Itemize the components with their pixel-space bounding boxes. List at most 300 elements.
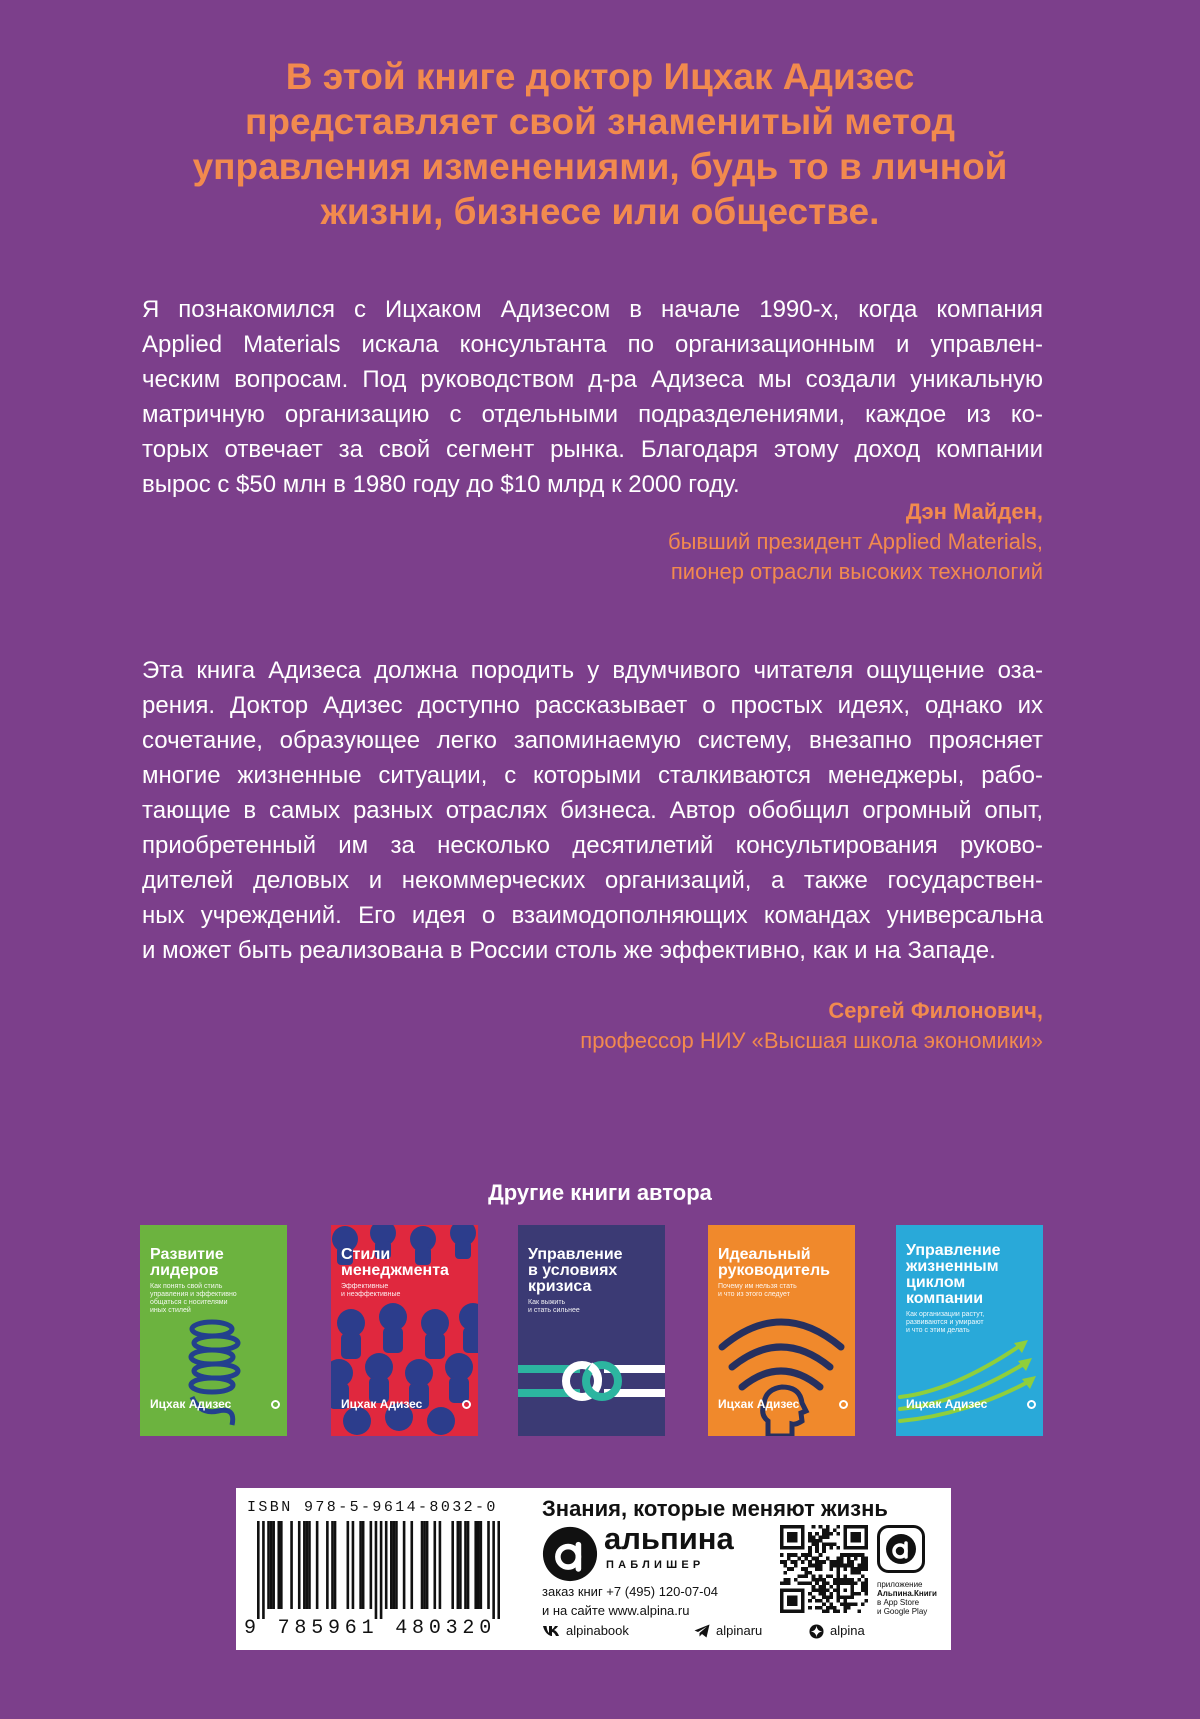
qr-module: [864, 1529, 868, 1533]
qr-module: [850, 1567, 854, 1571]
qr-module: [843, 1543, 847, 1547]
qr-module: [822, 1532, 826, 1536]
qr-module: [791, 1532, 795, 1536]
qr-module: [801, 1574, 805, 1578]
social-telegram[interactable]: [694, 1622, 762, 1640]
barcode-bar: [316, 1521, 319, 1609]
qr-module: [864, 1585, 868, 1589]
qr-module: [836, 1546, 840, 1550]
qr-module: [843, 1539, 847, 1543]
qr-module: [815, 1581, 819, 1585]
qr-module: [836, 1571, 840, 1575]
qr-module: [850, 1581, 854, 1585]
qr-module: [847, 1595, 851, 1599]
qr-module: [815, 1543, 819, 1547]
qr-module: [822, 1550, 826, 1554]
qr-module: [826, 1529, 830, 1533]
qr-module: [861, 1585, 865, 1589]
qr-module: [857, 1546, 861, 1550]
isbn-label: ISBN 978-5-9614-8032-0: [247, 1499, 498, 1516]
book-subtitle-line: Как понять свой стиль: [150, 1283, 223, 1290]
qr-module: [833, 1578, 837, 1582]
qr-module: [857, 1564, 861, 1568]
qr-module: [864, 1592, 868, 1596]
book-subtitle-line: и что из этого следует: [718, 1291, 790, 1298]
qr-module: [808, 1560, 812, 1564]
barcode-bar: [290, 1521, 293, 1609]
qr-module: [819, 1578, 823, 1582]
qr-module: [836, 1567, 840, 1571]
barcode-bar: [395, 1521, 398, 1609]
qr-module: [801, 1525, 805, 1529]
qr-module: [864, 1557, 868, 1561]
qr-module: [808, 1581, 812, 1585]
book-title-line: Развитие: [150, 1246, 224, 1263]
qr-module: [847, 1557, 851, 1561]
quote-line: сочетание, образующее легко запоминаемую систему, внезапно проясняет: [142, 727, 1043, 754]
qr-module: [829, 1574, 833, 1578]
qr-module: [833, 1609, 837, 1613]
qr-module: [805, 1557, 809, 1561]
qr-module: [791, 1553, 795, 1557]
qr-module: [826, 1606, 830, 1610]
qr-module: [801, 1588, 805, 1592]
qr-module: [791, 1560, 795, 1564]
headline: [0, 54, 1200, 234]
qr-module: [826, 1557, 830, 1561]
qr-module: [836, 1595, 840, 1599]
qr-module: [787, 1557, 791, 1561]
qr-module: [801, 1529, 805, 1533]
qr-module: [864, 1581, 868, 1585]
qr-module: [861, 1567, 865, 1571]
qr-module: [864, 1536, 868, 1540]
qr-module: [864, 1560, 868, 1564]
book-subtitle-line: развиваются и умирают: [906, 1319, 984, 1326]
qr-module: [822, 1546, 826, 1550]
book-subtitle: [341, 1283, 449, 1299]
qr-module: [787, 1525, 791, 1529]
qr-module: [801, 1602, 805, 1606]
qr-module: [857, 1571, 861, 1575]
qr-module: [843, 1553, 847, 1557]
qr-module: [819, 1553, 823, 1557]
qr-module: [840, 1560, 844, 1564]
order-site[interactable]: и на сайте www.alpina.ru: [542, 1603, 690, 1618]
social-handle: alpinabook: [566, 1623, 629, 1638]
qr-module: [836, 1532, 840, 1536]
qr-module: [812, 1525, 816, 1529]
publisher-mark-icon: [1027, 1400, 1036, 1409]
quote-line: матричную организацию с отдельными подразделениями, каждое из ко-: [142, 401, 1043, 428]
qr-module: [847, 1602, 851, 1606]
qr-module: [780, 1532, 784, 1536]
barcode-bar: [298, 1521, 301, 1609]
qr-module: [808, 1571, 812, 1575]
qr-module: [815, 1560, 819, 1564]
book-title: [341, 1247, 449, 1299]
barcode-bar: [451, 1521, 454, 1609]
barcode-bar: [270, 1521, 273, 1609]
alpina-logo-icon: [542, 1526, 598, 1582]
social-vk[interactable]: [542, 1622, 629, 1640]
headline-line: управления изменениями, будь то в личной: [192, 146, 1008, 187]
barcode-bar: [497, 1521, 500, 1619]
qr-module: [850, 1571, 854, 1575]
qr-module: [843, 1567, 847, 1571]
qr-module: [840, 1553, 844, 1557]
qr-module: [864, 1532, 868, 1536]
qr-module: [812, 1595, 816, 1599]
qr-module: [801, 1599, 805, 1603]
qr-module: [840, 1564, 844, 1568]
qr-code[interactable]: [780, 1525, 868, 1613]
qr-module: [836, 1599, 840, 1603]
qr-module: [829, 1592, 833, 1596]
qr-module: [791, 1588, 795, 1592]
qr-module: [808, 1592, 812, 1596]
barcode-bar: [403, 1521, 406, 1609]
qr-module: [822, 1595, 826, 1599]
qr-module: [850, 1553, 854, 1557]
barcode-bar: [362, 1521, 365, 1609]
qr-module: [801, 1536, 805, 1540]
book-title-line: менеджмента: [341, 1262, 449, 1279]
barcode-bar: [306, 1521, 309, 1609]
barcode-bar: [426, 1521, 429, 1609]
qr-module: [794, 1553, 798, 1557]
quote-author-role: бывший президент Applied Materials,: [668, 529, 1043, 554]
qr-module: [815, 1564, 819, 1568]
qr-module: [798, 1546, 802, 1550]
barcode-bar: [433, 1521, 436, 1609]
book-author: Ицхак Адизес: [341, 1397, 423, 1411]
qr-module: [829, 1546, 833, 1550]
quote-filonovich-text: [142, 653, 1043, 968]
qr-module: [833, 1543, 837, 1547]
quote-author-role: профессор НИУ «Высшая школа экономики»: [580, 1028, 1043, 1053]
barcode-bar: [480, 1521, 483, 1609]
book-subtitle-line: и стать сильнее: [528, 1307, 580, 1314]
qr-module: [847, 1560, 851, 1564]
qr-module: [836, 1525, 840, 1529]
qr-module: [812, 1557, 816, 1561]
barcode-bar: [464, 1521, 467, 1609]
qr-module: [791, 1602, 795, 1606]
qr-module: [801, 1567, 805, 1571]
qr-module: [836, 1609, 840, 1613]
qr-module: [805, 1581, 809, 1585]
qr-module: [836, 1574, 840, 1578]
book-author: Ицхак Адизес: [906, 1397, 988, 1411]
qr-module: [826, 1599, 830, 1603]
qr-module: [794, 1539, 798, 1543]
qr-module: [815, 1539, 819, 1543]
qr-module: [840, 1602, 844, 1606]
qr-module: [787, 1553, 791, 1557]
qr-module: [864, 1588, 868, 1592]
qr-module: [822, 1581, 826, 1585]
qr-module: [843, 1578, 847, 1582]
qr-module: [857, 1532, 861, 1536]
qr-module: [794, 1536, 798, 1540]
book-cover-zhiznennyi-cikl: [896, 1225, 1043, 1436]
qr-module: [861, 1553, 865, 1557]
qr-module: [780, 1595, 784, 1599]
qr-module: [784, 1609, 788, 1613]
book-title: [718, 1247, 830, 1299]
alpina-app-icon[interactable]: [877, 1525, 925, 1573]
qr-module: [826, 1543, 830, 1547]
qr-module: [843, 1536, 847, 1540]
qr-module: [850, 1588, 854, 1592]
app-promo-line: и Google Play: [877, 1607, 928, 1616]
qr-module: [780, 1560, 784, 1564]
qr-module: [815, 1546, 819, 1550]
publisher-mark-icon: [271, 1400, 280, 1409]
qr-module: [843, 1609, 847, 1613]
qr-module: [780, 1602, 784, 1606]
qr-module: [836, 1588, 840, 1592]
qr-module: [850, 1539, 854, 1543]
qr-module: [829, 1532, 833, 1536]
qr-module: [843, 1599, 847, 1603]
qr-module: [794, 1609, 798, 1613]
barcode-bar: [474, 1521, 477, 1609]
qr-module: [798, 1574, 802, 1578]
book-cover-idealnyi-rukovoditel: [708, 1225, 855, 1436]
qr-module: [822, 1529, 826, 1533]
qr-module: [815, 1557, 819, 1561]
qr-module: [843, 1529, 847, 1533]
qr-module: [850, 1585, 854, 1589]
barcode-bar: [347, 1521, 350, 1609]
qr-module: [822, 1543, 826, 1547]
qr-module: [829, 1585, 833, 1589]
book-author: Ицхак Адизес: [718, 1397, 800, 1411]
qr-module: [854, 1602, 858, 1606]
qr-module: [819, 1564, 823, 1568]
qr-module: [826, 1588, 830, 1592]
qr-module: [847, 1606, 851, 1610]
qr-module: [805, 1574, 809, 1578]
qr-module: [787, 1581, 791, 1585]
qr-module: [826, 1532, 830, 1536]
barcode-bar: [375, 1521, 378, 1619]
social-handle: alpina: [830, 1623, 865, 1638]
qr-module: [805, 1571, 809, 1575]
qr-module: [808, 1550, 812, 1554]
quote-line: ческим вопросам. Под руководством д-ра Адизеса мы создали уникальную: [142, 366, 1043, 393]
book-subtitle-line: Эффективные: [341, 1283, 389, 1290]
qr-module: [780, 1581, 784, 1585]
qr-module: [819, 1588, 823, 1592]
quote-line: дителей деловых и некоммерческих организаций, а также государствен-: [142, 867, 1043, 894]
qr-module: [836, 1592, 840, 1596]
quote-line: Я познакомился с Ицхаком Адизесом в начале 1990-х, когда компания: [142, 296, 1043, 323]
qr-module: [843, 1574, 847, 1578]
barcode-bar: [487, 1521, 490, 1609]
qr-module: [854, 1539, 858, 1543]
qr-module: [815, 1550, 819, 1554]
qr-module: [829, 1595, 833, 1599]
barcode-bar: [267, 1521, 270, 1609]
qr-module: [805, 1553, 809, 1557]
qr-module: [787, 1599, 791, 1603]
qr-module: [815, 1578, 819, 1582]
qr-module: [801, 1553, 805, 1557]
qr-module: [854, 1536, 858, 1540]
telegram-icon: [694, 1624, 710, 1638]
qr-module: [843, 1532, 847, 1536]
qr-module: [784, 1560, 788, 1564]
qr-module: [843, 1588, 847, 1592]
qr-module: [787, 1588, 791, 1592]
qr-module: [780, 1539, 784, 1543]
qr-module: [840, 1595, 844, 1599]
qr-module: [787, 1536, 791, 1540]
qr-module: [829, 1567, 833, 1571]
qr-module: [819, 1599, 823, 1603]
qr-module: [787, 1567, 791, 1571]
qr-module: [812, 1539, 816, 1543]
barcode-bar: [423, 1521, 426, 1609]
qr-module: [836, 1560, 840, 1564]
qr-module: [819, 1567, 823, 1571]
qr-module: [794, 1595, 798, 1599]
qr-module: [791, 1609, 795, 1613]
publisher-name: альпина: [604, 1521, 734, 1556]
qr-module: [815, 1599, 819, 1603]
qr-module: [784, 1581, 788, 1585]
qr-module: [819, 1539, 823, 1543]
qr-module: [847, 1581, 851, 1585]
qr-module: [819, 1560, 823, 1564]
order-phone: заказ книг +7 (495) 120-07-04: [542, 1584, 718, 1599]
book-subtitle: [718, 1283, 830, 1299]
barcode-bar: [280, 1521, 283, 1609]
qr-module: [798, 1609, 802, 1613]
qr-module: [794, 1564, 798, 1568]
qr-module: [780, 1553, 784, 1557]
book-subtitle-line: общаться с носителями: [150, 1299, 228, 1306]
barcode-bar: [303, 1521, 306, 1609]
qr-module: [850, 1532, 854, 1536]
qr-module: [808, 1606, 812, 1610]
qr-module: [822, 1609, 826, 1613]
qr-module: [822, 1560, 826, 1564]
qr-module: [798, 1525, 802, 1529]
qr-module: [864, 1539, 868, 1543]
barcode-bar: [421, 1521, 424, 1609]
book-subtitle-line: управления и эффективно: [150, 1291, 237, 1298]
qr-module: [812, 1536, 816, 1540]
qr-module: [801, 1606, 805, 1610]
qr-module: [808, 1532, 812, 1536]
qr-module: [826, 1525, 830, 1529]
social-dzen[interactable]: [809, 1622, 865, 1640]
qr-module: [801, 1595, 805, 1599]
qr-module: [808, 1599, 812, 1603]
qr-module: [861, 1581, 865, 1585]
qr-module: [854, 1557, 858, 1561]
quote-line: ных учреждений. Его идея о взаимодополняющих командах универсальна: [142, 902, 1043, 929]
qr-module: [794, 1578, 798, 1582]
qr-module: [833, 1606, 837, 1610]
barcode-bar: [308, 1521, 311, 1609]
qr-module: [857, 1609, 861, 1613]
qr-module: [850, 1546, 854, 1550]
qr-module: [826, 1536, 830, 1540]
qr-module: [791, 1546, 795, 1550]
qr-module: [850, 1525, 854, 1529]
barcode-bar: [492, 1521, 495, 1619]
qr-module: [843, 1525, 847, 1529]
qr-module: [808, 1536, 812, 1540]
qr-module: [805, 1567, 809, 1571]
book-title-line: Управление: [906, 1242, 1001, 1259]
qr-module: [780, 1599, 784, 1603]
book-cover-razvitie-liderov: [140, 1225, 287, 1436]
qr-module: [857, 1592, 861, 1596]
qr-module: [812, 1585, 816, 1589]
qr-module: [812, 1543, 816, 1547]
qr-module: [822, 1578, 826, 1582]
book-subtitle: [528, 1299, 623, 1315]
book-subtitle-line: Как организации растут,: [906, 1311, 985, 1318]
book-cover-upravlenie-v-krizise: [518, 1225, 665, 1436]
barcode-bar: [477, 1521, 480, 1609]
barcode-bar: [457, 1521, 460, 1609]
qr-module: [819, 1574, 823, 1578]
book-title-line: Управление: [528, 1246, 623, 1263]
qr-module: [791, 1599, 795, 1603]
qr-module: [861, 1564, 865, 1568]
qr-module: [780, 1529, 784, 1533]
qr-module: [864, 1546, 868, 1550]
qr-module: [801, 1609, 805, 1613]
qr-module: [780, 1592, 784, 1596]
book-title-line: Идеальный: [718, 1246, 811, 1263]
qr-module: [787, 1539, 791, 1543]
qr-module: [833, 1529, 837, 1533]
qr-module: [854, 1571, 858, 1575]
social-handle: alpinaru: [716, 1623, 763, 1638]
barcode-digits: 9 785961 480320: [244, 1617, 497, 1640]
qr-module: [784, 1546, 788, 1550]
qr-module: [836, 1581, 840, 1585]
quote-filonovich-attribution: [580, 996, 1043, 1056]
book-subtitle-line: Почему им нельзя стать: [718, 1283, 797, 1290]
qr-module: [801, 1543, 805, 1547]
qr-module: [815, 1567, 819, 1571]
qr-module: [864, 1525, 868, 1529]
qr-module: [857, 1567, 861, 1571]
qr-module: [794, 1602, 798, 1606]
publisher-mark-icon: [839, 1400, 848, 1409]
qr-module: [822, 1602, 826, 1606]
headline-line: жизни, бизнесе или обществе.: [320, 191, 880, 232]
qr-module: [787, 1532, 791, 1536]
qr-module: [864, 1578, 868, 1582]
qr-module: [787, 1546, 791, 1550]
qr-module: [861, 1602, 865, 1606]
quote-line: приобретенный им за несколько десятилетий консультирования руково-: [142, 832, 1043, 859]
app-promo-line: приложение: [877, 1580, 923, 1589]
qr-module: [812, 1578, 816, 1582]
barcode-bar: [439, 1521, 442, 1609]
qr-module: [857, 1536, 861, 1540]
